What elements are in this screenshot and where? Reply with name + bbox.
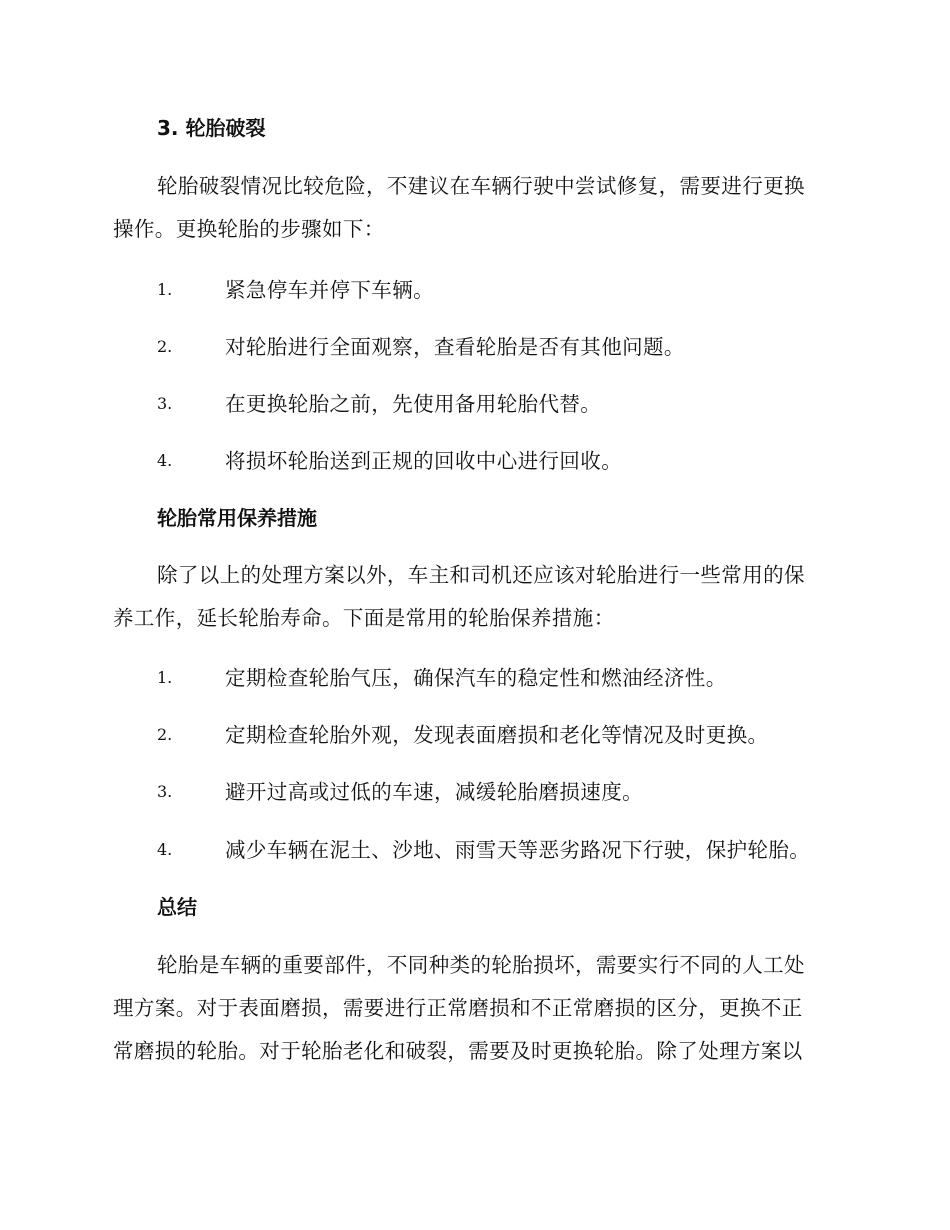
paragraph-line: 理方案。对于表面磨损，需要进行正常磨损和不正常磨损的区分，更换不正 — [113, 996, 803, 1020]
list-item — [157, 720, 837, 750]
list-item-number: 1. — [157, 280, 173, 299]
list-item — [157, 275, 837, 305]
section-heading-summary: 总结 — [157, 895, 197, 919]
list-item-text: 减少车辆在泥土、沙地、雨雪天等恶劣路况下行驶，保护轮胎。 — [225, 838, 811, 862]
paragraph-line: 轮胎是车辆的重要部件，不同种类的轮胎损坏，需要实行不同的人工处 — [157, 953, 805, 977]
section-heading-maintenance: 轮胎常用保养措施 — [157, 506, 317, 530]
section-paragraph-tire-burst — [113, 165, 833, 251]
list-item-text: 在更换轮胎之前，先使用备用轮胎代替。 — [225, 392, 602, 416]
list-item-number: 2. — [157, 725, 173, 744]
list-item-text: 将损坏轮胎送到正规的回收中心进行回收。 — [225, 449, 623, 473]
list-item-text: 定期检查轮胎气压，确保汽车的稳定性和燃油经济性。 — [225, 666, 727, 690]
paragraph-line: 常磨损的轮胎。对于轮胎老化和破裂，需要及时更换轮胎。除了处理方案以 — [113, 1039, 803, 1063]
section-paragraph-maintenance — [113, 554, 833, 640]
list-item — [157, 446, 837, 476]
list-item-text: 对轮胎进行全面观察，查看轮胎是否有其他问题。 — [225, 335, 685, 359]
list-item-number: 3. — [157, 394, 173, 413]
paragraph-line: 操作。更换轮胎的步骤如下： — [113, 217, 385, 241]
list-item-number: 1. — [157, 668, 173, 687]
list-item — [157, 835, 837, 865]
list-item — [157, 663, 837, 693]
paragraph-line: 轮胎破裂情况比较危险，不建议在车辆行驶中尝试修复，需要进行更换 — [157, 174, 805, 198]
list-item-number: 2. — [157, 337, 173, 356]
list-item — [157, 332, 837, 362]
section-heading-tire-burst: 3. 轮胎破裂 — [157, 116, 266, 140]
list-item-number: 3. — [157, 782, 173, 801]
list-item — [157, 777, 837, 807]
list-item-text: 避开过高或过低的车速，减缓轮胎磨损速度。 — [225, 780, 643, 804]
list-item — [157, 389, 837, 419]
list-item-text: 定期检查轮胎外观，发现表面磨损和老化等情况及时更换。 — [225, 723, 769, 747]
section-paragraph-summary — [113, 944, 833, 1073]
paragraph-line: 除了以上的处理方案以外，车主和司机还应该对轮胎进行一些常用的保 — [157, 563, 805, 587]
list-item-text: 紧急停车并停下车辆。 — [225, 278, 434, 302]
list-item-number: 4. — [157, 840, 173, 859]
list-item-number: 4. — [157, 451, 173, 470]
paragraph-line: 养工作，延长轮胎寿命。下面是常用的轮胎保养措施： — [113, 606, 615, 630]
